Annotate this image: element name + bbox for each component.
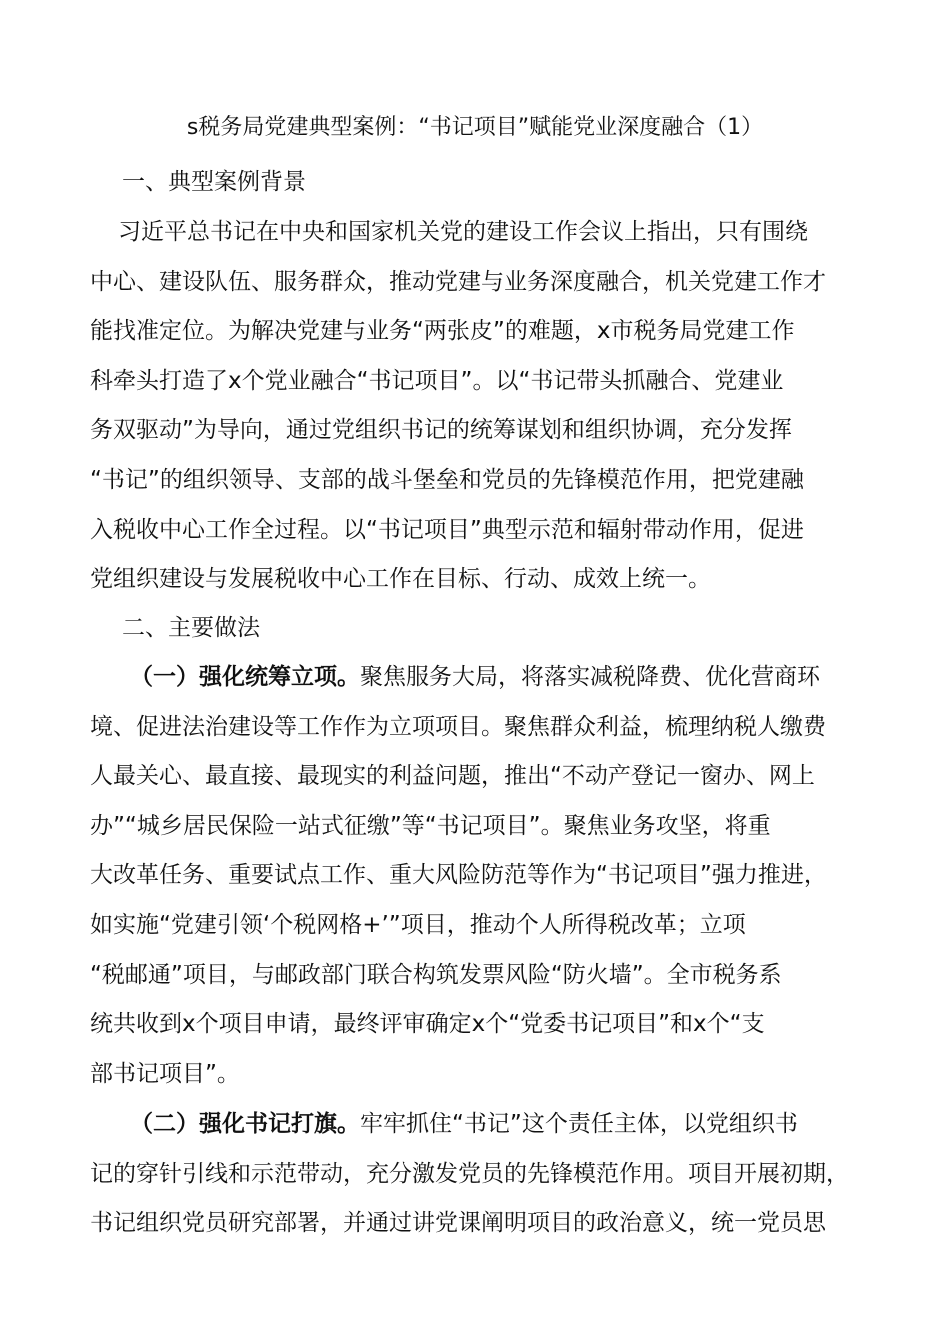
paragraph-line: 习近平总书记在中央和国家机关党的建设工作会议上指出，只有围绕: [118, 219, 808, 245]
item1-paragraph: [90, 653, 880, 1099]
paragraph-line: 中心、建设队伍、服务群众，推动党建与业务深度融合，机关党建工作才: [90, 268, 826, 295]
item2-heading: （二）强化书记打旗。: [130, 1111, 360, 1137]
paragraph-line: “税邮通”项目，与邮政部门联合构筑发票风险“防火墙”。全市税务系: [90, 961, 782, 988]
paragraph-line: 境、促进法治建设等工作作为立项项目。聚焦群众利益，梳理纳税人缴费: [90, 713, 826, 740]
paragraph-line: [90, 1100, 880, 1150]
section1-paragraph: [90, 208, 880, 605]
paragraph-line: 记的穿针引线和示范带动，充分激发党员的先锋模范作用。项目开展初期，: [90, 1160, 849, 1187]
item2-first-text: 牢牢抓住“书记”这个责任主体，以党组织书: [360, 1111, 798, 1137]
paragraph-line: “书记”的组织领导、支部的战斗堡垒和党员的先锋模范作用，把党建融: [90, 466, 804, 493]
section-heading-background: 一、典型案例背景: [122, 169, 306, 195]
paragraph-line: 大改革任务、重要试点工作、重大风险防范等作为“书记项目”强力推进，: [90, 862, 827, 889]
paragraph-line: 部书记项目”。: [90, 1060, 240, 1087]
paragraph-line: 入税收中心工作全过程。以“书记项目”典型示范和辐射带动作用，促进: [90, 516, 804, 543]
paragraph-line: 办”“城乡居民保险一站式征缴”等“书记项目”。聚焦业务攻坚，将重: [90, 812, 771, 839]
section-heading-methods: 二、主要做法: [122, 615, 260, 641]
item2-paragraph: [90, 1100, 880, 1249]
paragraph-line: 统共收到x个项目申请，最终评审确定x个“党委书记项目”和x个“支: [90, 1011, 765, 1038]
paragraph-line: 科牵头打造了x个党业融合“书记项目”。以“书记带头抓融合、党建业: [90, 367, 784, 394]
paragraph-line: 书记组织党员研究部署，并通过讲党课阐明项目的政治意义，统一党员思: [90, 1210, 826, 1237]
item1-heading: （一）强化统筹立项。: [130, 664, 360, 690]
document-title: s税务局党建典型案例：“书记项目”赋能党业深度融合（1）: [186, 115, 764, 140]
paragraph-line: [90, 653, 880, 703]
paragraph-line: 如实施“党建引领‘个税网格+’”项目，推动个人所得税改革；立项: [90, 911, 746, 938]
paragraph-line: 人最关心、最直接、最现实的利益问题，推出“不动产登记一窗办、网上: [90, 763, 815, 790]
paragraph-line: 党组织建设与发展税收中心工作在目标、行动、成效上统一。: [90, 566, 711, 593]
paragraph-line: 务双驱动”为导向，通过党组织书记的统筹谋划和组织协调，充分发挥: [90, 417, 792, 444]
item1-first-text: 聚焦服务大局，将落实减税降费、优化营商环: [360, 664, 820, 690]
paragraph-line: 能找准定位。为解决党建与业务“两张皮”的难题，x市税务局党建工作: [90, 318, 795, 345]
